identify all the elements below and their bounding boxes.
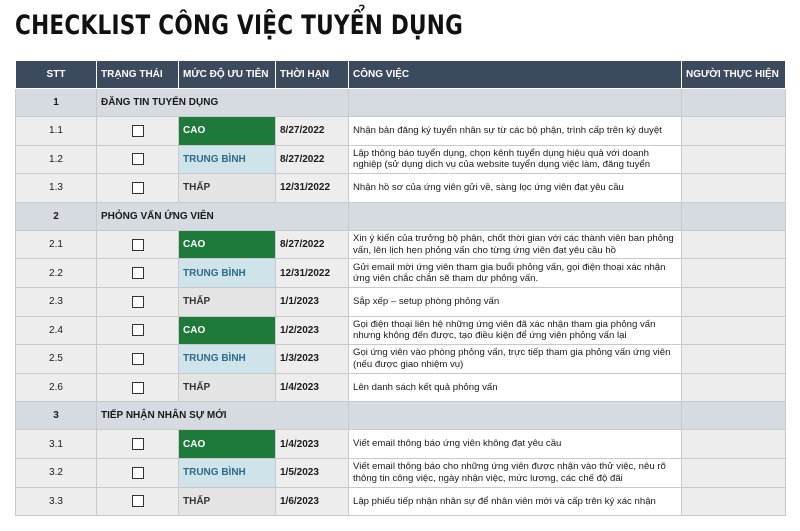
group-task-cell <box>349 202 682 230</box>
task-text: Viết email thông báo cho những ứng viên được nhận vào thử việc, nêu rõ thông tin công việc, ngày nhận việc, mức lương, các chế độ đãi <box>353 461 666 484</box>
task-cell <box>349 458 682 487</box>
group-title: PHỎNG VẤN ỨNG VIÊN <box>97 202 349 230</box>
table-row <box>16 458 786 487</box>
task-cell <box>349 316 682 345</box>
item-number: 3.3 <box>16 487 97 516</box>
table-row <box>16 316 786 345</box>
deadline-cell: 1/1/2023 <box>276 287 349 316</box>
assignee-cell[interactable] <box>682 316 786 345</box>
task-text: Lập phiếu tiếp nhận nhân sự để nhân viên mới và cấp trên ký xác nhận <box>353 495 656 507</box>
status-cell <box>97 230 179 259</box>
group-number: 1 <box>16 89 97 117</box>
task-cell <box>349 117 682 146</box>
deadline-cell: 1/4/2023 <box>276 373 349 402</box>
deadline-cell: 8/27/2022 <box>276 230 349 259</box>
task-text: Gọi điện thoại liên hệ những ứng viên đã xác nhận tham gia phỏng vấn nhưng không đến được, tạo điều kiện để ứng viên phỏng vấn lại <box>353 318 656 342</box>
assignee-cell[interactable] <box>682 458 786 487</box>
deadline-cell: 1/3/2023 <box>276 345 349 374</box>
item-number: 1.3 <box>16 174 97 203</box>
task-text: Xin ý kiến của trưởng bộ phận, chốt thời gian với các thành viên ban phỏng vấn, lên lịch hẹn phỏng vấn cho từng ứng viên đạt yêu cầu hồ <box>353 233 674 256</box>
table-row <box>16 145 786 174</box>
assignee-cell[interactable] <box>682 117 786 146</box>
item-number: 2.6 <box>16 373 97 402</box>
deadline-cell: 1/2/2023 <box>276 316 349 345</box>
item-number: 2.4 <box>16 316 97 345</box>
table-row <box>16 174 786 203</box>
priority-badge: THẤP <box>179 287 276 316</box>
task-text: Sắp xếp – setup phòng phỏng vấn <box>353 296 500 308</box>
status-cell <box>97 287 179 316</box>
status-cell <box>97 316 179 345</box>
header-deadline: THỜI HẠN <box>276 61 349 89</box>
status-cell <box>97 345 179 374</box>
priority-badge: CAO <box>179 316 276 345</box>
assignee-cell[interactable] <box>682 487 786 516</box>
group-assignee-cell <box>682 402 786 430</box>
assignee-cell[interactable] <box>682 145 786 174</box>
table-body <box>16 89 786 516</box>
assignee-cell[interactable] <box>682 259 786 288</box>
item-number: 1.1 <box>16 117 97 146</box>
group-number: 3 <box>16 402 97 430</box>
table-row <box>16 373 786 402</box>
group-assignee-cell <box>682 89 786 117</box>
status-checkbox[interactable] <box>132 153 144 165</box>
priority-badge: TRUNG BÌNH <box>179 458 276 487</box>
table-row <box>16 345 786 374</box>
task-cell <box>349 430 682 459</box>
task-text: Lên danh sách kết quả phỏng vấn <box>353 381 498 393</box>
status-cell <box>97 430 179 459</box>
header-stt: STT <box>16 61 97 89</box>
status-checkbox[interactable] <box>132 353 144 365</box>
task-text: Viết email thông báo ứng viên không đạt yêu cầu <box>353 438 562 450</box>
task-cell <box>349 287 682 316</box>
status-checkbox[interactable] <box>132 296 144 308</box>
priority-badge: THẤP <box>179 373 276 402</box>
group-number: 2 <box>16 202 97 230</box>
task-text: Gọi ứng viên vào phòng phỏng vấn, trực tiếp tham gia phỏng vấn ứng viên (nếu được giao nhiệm vụ) <box>353 347 671 370</box>
task-text: Nhận bản đăng ký tuyển nhân sự từ các bộ phận, trình cấp trên ký duyệt <box>353 125 662 137</box>
status-cell <box>97 458 179 487</box>
recruitment-checklist-table <box>15 60 786 516</box>
task-cell <box>349 174 682 203</box>
header-task: CÔNG VIỆC <box>349 61 682 89</box>
status-cell <box>97 259 179 288</box>
header-row <box>16 61 786 89</box>
deadline-cell: 1/6/2023 <box>276 487 349 516</box>
table-header <box>16 61 786 89</box>
assignee-cell[interactable] <box>682 230 786 259</box>
header-assignee: NGƯỜI THỰC HIỆN <box>682 61 786 89</box>
priority-badge: THẤP <box>179 174 276 203</box>
group-task-cell <box>349 89 682 117</box>
status-cell <box>97 145 179 174</box>
status-checkbox[interactable] <box>132 467 144 479</box>
deadline-cell: 8/27/2022 <box>276 117 349 146</box>
priority-badge: CAO <box>179 230 276 259</box>
group-row <box>16 202 786 230</box>
item-number: 3.1 <box>16 430 97 459</box>
item-number: 3.2 <box>16 458 97 487</box>
page-title: CHECKLIST CÔNG VIỆC TUYỂN DỤNG <box>15 10 464 41</box>
status-checkbox[interactable] <box>132 267 144 279</box>
status-checkbox[interactable] <box>132 438 144 450</box>
priority-badge: THẤP <box>179 487 276 516</box>
table-row <box>16 230 786 259</box>
status-cell <box>97 174 179 203</box>
status-cell <box>97 487 179 516</box>
header-priority: MỨC ĐỘ ƯU TIÊN <box>179 61 276 89</box>
assignee-cell[interactable] <box>682 174 786 203</box>
deadline-cell: 1/5/2023 <box>276 458 349 487</box>
status-checkbox[interactable] <box>132 382 144 394</box>
item-number: 2.2 <box>16 259 97 288</box>
deadline-cell: 12/31/2022 <box>276 259 349 288</box>
assignee-cell[interactable] <box>682 430 786 459</box>
status-checkbox[interactable] <box>132 495 144 507</box>
status-checkbox[interactable] <box>132 239 144 251</box>
task-cell <box>349 345 682 374</box>
priority-badge: TRUNG BÌNH <box>179 145 276 174</box>
deadline-cell: 1/4/2023 <box>276 430 349 459</box>
assignee-cell[interactable] <box>682 287 786 316</box>
status-checkbox[interactable] <box>132 324 144 336</box>
assignee-cell[interactable] <box>682 345 786 374</box>
status-cell <box>97 373 179 402</box>
priority-badge: CAO <box>179 430 276 459</box>
task-cell <box>349 259 682 288</box>
group-assignee-cell <box>682 202 786 230</box>
task-text: Lập thông báo tuyển dụng, chọn kênh tuyển dụng hiệu quả với doanh nghiệp (sử dụng dịch vụ của website tuyển dụng việc làm, đăng tuyển <box>353 147 651 171</box>
group-task-cell <box>349 402 682 430</box>
group-title: ĐĂNG TIN TUYỂN DỤNG <box>97 89 349 117</box>
priority-badge: CAO <box>179 117 276 146</box>
priority-badge: TRUNG BÌNH <box>179 259 276 288</box>
task-cell <box>349 373 682 402</box>
task-text: Gửi email mời ứng viên tham gia buổi phỏng vấn, gọi điện thoại xác nhận ứng viên chắc chắn sẽ tham dự phỏng vấn. <box>353 261 666 285</box>
item-number: 1.2 <box>16 145 97 174</box>
item-number: 2.3 <box>16 287 97 316</box>
status-checkbox[interactable] <box>132 125 144 137</box>
task-text: Nhận hồ sơ của ứng viên gửi về, sàng lọc ứng viên đạt yêu cầu <box>353 182 624 194</box>
table-row <box>16 487 786 516</box>
item-number: 2.5 <box>16 345 97 374</box>
header-status: TRẠNG THÁI <box>97 61 179 89</box>
task-cell <box>349 487 682 516</box>
table-row <box>16 259 786 288</box>
assignee-cell[interactable] <box>682 373 786 402</box>
group-row <box>16 402 786 430</box>
table-row <box>16 117 786 146</box>
task-cell <box>349 145 682 174</box>
deadline-cell: 12/31/2022 <box>276 174 349 203</box>
item-number: 2.1 <box>16 230 97 259</box>
group-row <box>16 89 786 117</box>
status-cell <box>97 117 179 146</box>
task-cell <box>349 230 682 259</box>
priority-badge: TRUNG BÌNH <box>179 345 276 374</box>
table-row <box>16 287 786 316</box>
deadline-cell: 8/27/2022 <box>276 145 349 174</box>
table-row <box>16 430 786 459</box>
status-checkbox[interactable] <box>132 182 144 194</box>
group-title: TIẾP NHẬN NHÂN SỰ MỚI <box>97 402 349 430</box>
